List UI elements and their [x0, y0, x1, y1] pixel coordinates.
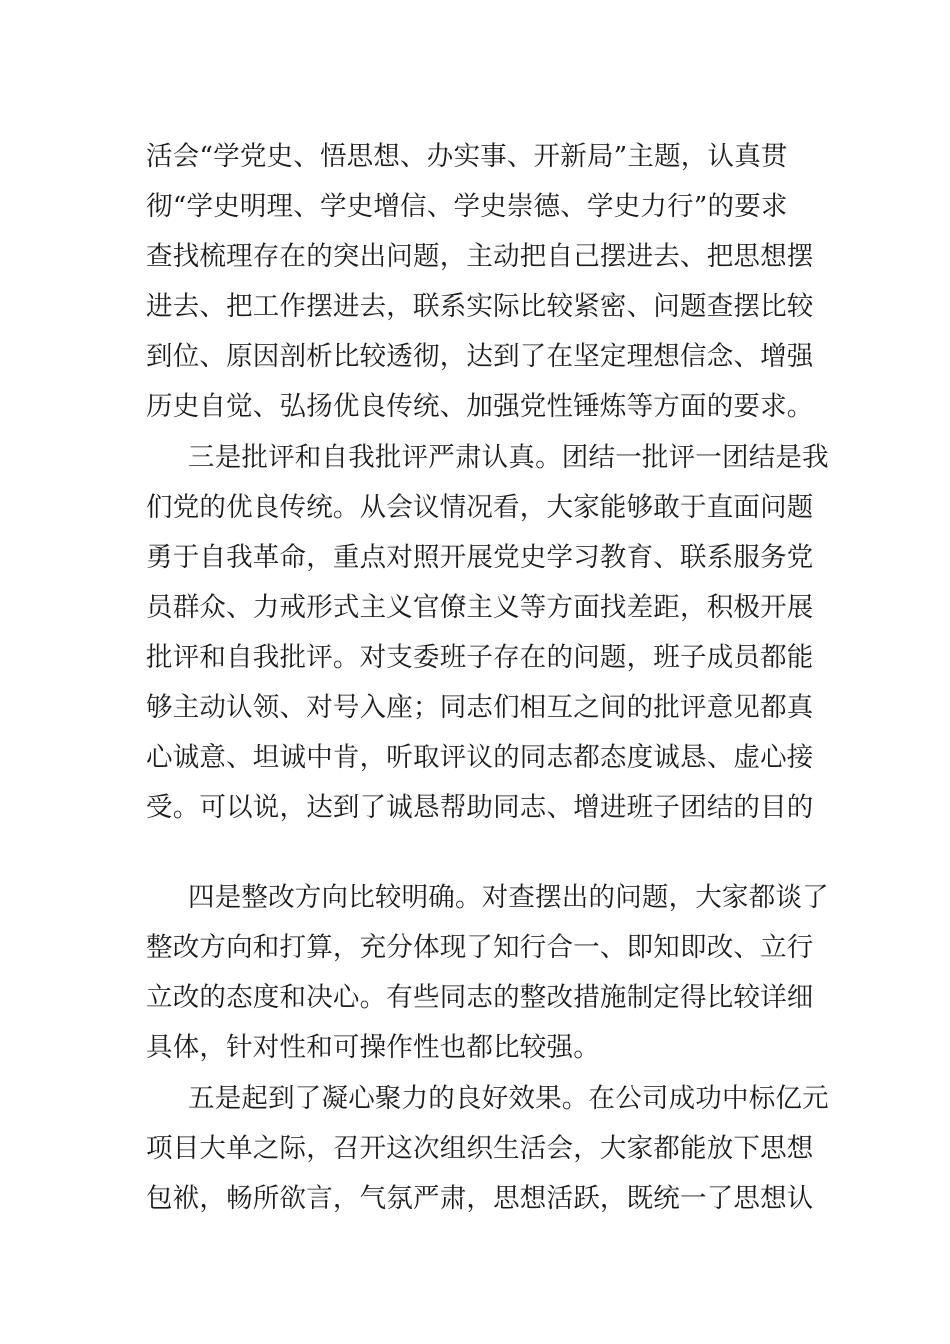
text-line: 查找梳理存在的突出问题，主动把自己摆进去、把思想摆	[146, 241, 814, 272]
text-line: 心诚意、坦诚中肯，听取评议的同志都态度诚恳、虚心接	[146, 742, 814, 773]
text-line: 彻“学史明理、学史增信、学史崇德、学史力行”的要求	[146, 191, 788, 222]
text-line: 立改的态度和决心。有些同志的整改措施制定得比较详细	[146, 982, 814, 1013]
text-line: 员群众、力戒形式主义官僚主义等方面找差距，积极开展	[146, 592, 814, 623]
text-line: 们党的优良传统。从会议情况看，大家能够敢于直面问题	[146, 492, 814, 523]
text-line: 受。可以说，达到了诚恳帮助同志、增进班子团结的目的	[146, 792, 814, 823]
paragraph-first-line: 四是整改方向比较明确。对查摆出的问题，大家都谈了	[188, 882, 829, 913]
text-line: 进去、把工作摆进去，联系实际比较紧密、问题查摆比较	[146, 291, 814, 322]
text-line: 活会“学党史、悟思想、办实事、开新局”主题，认真贯	[146, 141, 788, 172]
text-line: 历史自觉、弘扬优良传统、加强党性锤炼等方面的要求。	[146, 391, 814, 422]
text-line: 够主动认领、对号入座；同志们相互之间的批评意见都真	[146, 692, 814, 723]
paragraph-first-line: 五是起到了凝心聚力的良好效果。在公司成功中标亿元	[188, 1083, 829, 1114]
text-line: 整改方向和打算，充分体现了知行合一、即知即改、立行	[146, 932, 814, 963]
text-line: 批评和自我批评。对支委班子存在的问题，班子成员都能	[146, 642, 814, 673]
text-line: 具体，针对性和可操作性也都比较强。	[146, 1032, 600, 1063]
text-line: 到位、原因剖析比较透彻，达到了在坚定理想信念、增强	[146, 341, 814, 372]
text-line: 勇于自我革命，重点对照开展党史学习教育、联系服务党	[146, 542, 814, 573]
text-line: 包袱，畅所欲言，气氛严肃，思想活跃，既统一了思想认	[146, 1183, 814, 1214]
text-line: 项目大单之际，召开这次组织生活会，大家都能放下思想	[146, 1133, 814, 1164]
paragraph-first-line: 三是批评和自我批评严肃认真。团结一批评一团结是我	[188, 442, 829, 473]
